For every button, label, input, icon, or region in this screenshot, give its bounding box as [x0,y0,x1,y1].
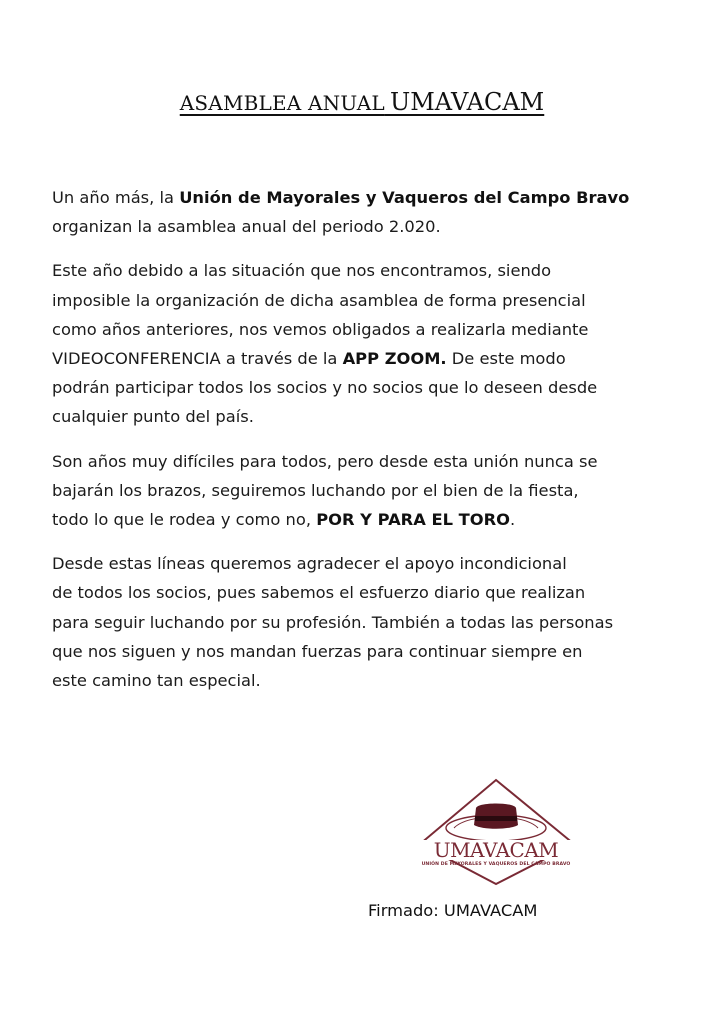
app-zoom-highlight: APP ZOOM. [342,349,447,369]
paragraph-toro [52,447,680,535]
paragraph-text: De este modo podrán participar todos los socios y no socios que lo deseen desde cualquier punto del país. [52,349,598,427]
paragraph-text: Son años muy difíciles para todos, pero desde esta unión nunca se bajarán los brazos, seguiremos luchando por el bien de la fiesta, todo lo que le rodea y como no, [52,451,598,530]
paragraph-videoconference [52,256,680,431]
organization-name: Unión de Mayorales y Vaqueros del Campo Bravo [179,188,630,207]
title-underline [180,88,545,116]
paragraph-thanks [52,549,680,695]
logo-emblem-icon [408,778,584,886]
logo-subtitle: UNIÓN DE MAYORALES Y VAQUEROS DEL CAMPO BRAVO [421,862,571,867]
letter-body [52,183,680,710]
paragraph-text: organizan la asamblea anual del periodo 2.020. [52,217,441,237]
paragraph-text: Desde estas líneas queremos agradecer el apoyo incondicional de todos los socios, pues sabemos el esfuerzo diario que realizan para seguir luchando por su profesión. También a todas las personas que nos siguen y nos mandan fuerzas para continuar siempre en este camino tan especial. [52,554,614,691]
paragraph-text: . [509,510,516,530]
logo-wordmark: UMAVACAM [414,840,578,860]
paragraph-intro [52,183,680,241]
document-title [0,88,724,116]
toro-highlight: POR Y PARA EL TORO [316,510,510,530]
paragraph-text: Un año más, la [52,188,180,207]
paragraph-text: Este año debido a las situación que nos encontramos, siendo imposible la organización de dicha asamblea de forma presencial como años anteriores, nos vemos obligados a realizarla mediante VIDEOCONFERENCIA a través de la [52,261,589,369]
title-prefix: ASAMBLEA ANUAL [179,91,385,115]
title-organization: UMAVACAM [390,88,545,116]
signature: Firmado: UMAVACAM [368,901,538,920]
umavacam-logo [408,778,584,886]
